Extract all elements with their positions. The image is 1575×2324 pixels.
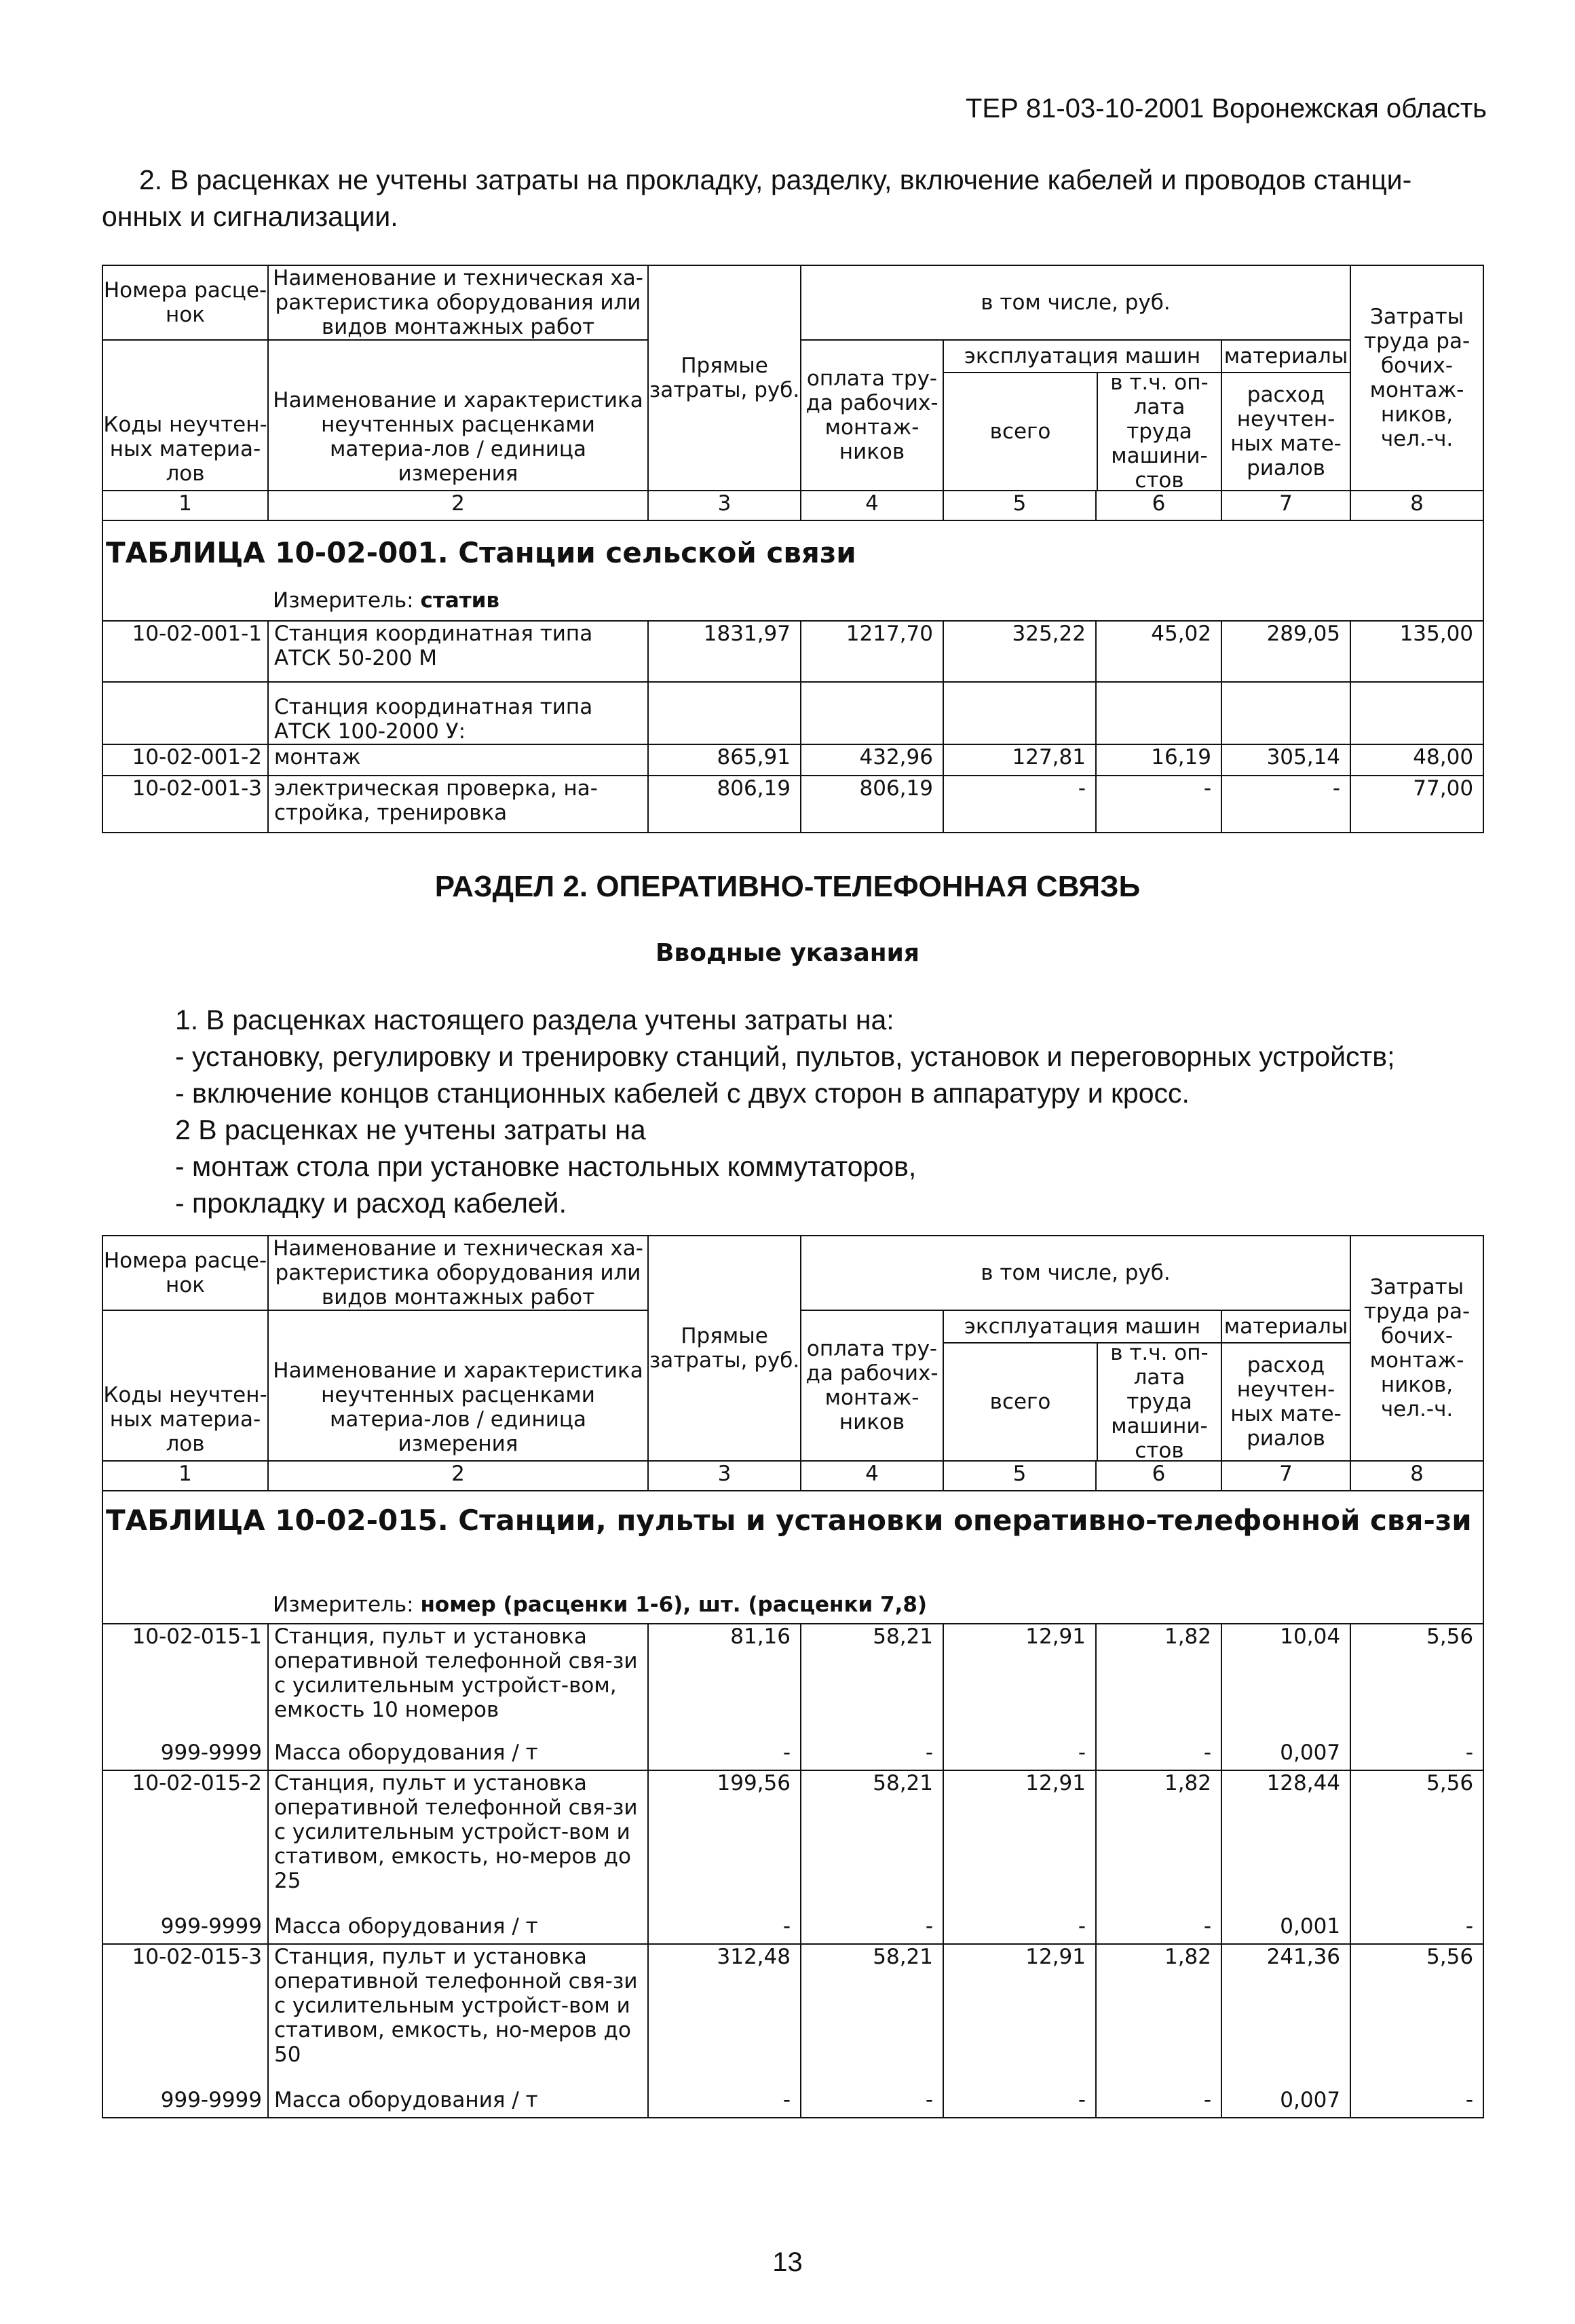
labor-hours: - <box>1350 2088 1483 2118</box>
machinists-pay: - <box>1096 776 1221 833</box>
col6-header: в т.ч. оп-лата труда машини-стов <box>1110 370 1209 493</box>
rate-code: 10-02-001-1 <box>102 621 268 682</box>
materials-header <box>1221 1310 1350 1461</box>
instr-line-4: 2 В расценках не учтены затраты на <box>175 1114 646 1145</box>
materials-cost: 289,05 <box>1221 621 1350 682</box>
colnum-2: 2 <box>268 491 648 520</box>
materials-header <box>1221 340 1350 491</box>
rate-name: Станция координатная типа АТСК 100-2000 У: <box>268 682 648 744</box>
machines-label: эксплуатация машин <box>944 341 1221 373</box>
colnum-3: 3 <box>648 1461 801 1491</box>
col2-header: Наименование и техническая ха-рактеристика оборудования или видов монтажных работ <box>268 265 648 340</box>
col5-header: всего <box>944 373 1098 490</box>
direct-costs: - <box>648 2088 801 2118</box>
document-header: ТЕР 81-03-10-2001 Воронежская область <box>965 94 1487 123</box>
col8-header: Затраты труда ра-бочих-монтаж-ников, чел.-ч. <box>1350 1236 1483 1461</box>
labor-pay: 58,21 <box>801 1770 943 1914</box>
colnum-5: 5 <box>943 1461 1096 1491</box>
rate-code: 10-02-015-2 <box>102 1770 268 1914</box>
machines-total: - <box>943 1740 1096 1770</box>
labor-hours: 77,00 <box>1350 776 1483 833</box>
material-name: Масса оборудования / т <box>268 1914 648 1944</box>
labor-pay: 1217,70 <box>801 621 943 682</box>
incl-header: в том числе, руб. <box>801 265 1350 340</box>
col1b-header: Коды неучтен-ных материа-лов <box>102 340 268 491</box>
machinists-pay: 1,82 <box>1096 1770 1221 1914</box>
machinists-pay: - <box>1096 1914 1221 1944</box>
col2b-header: Наименование и характеристика неучтенных расценками материа-лов / единица измерения <box>268 1310 648 1461</box>
table-row <box>102 776 1483 833</box>
col7-header: расход неучтен-ных мате-риалов <box>1230 1353 1342 1451</box>
labor-pay: 806,19 <box>801 776 943 833</box>
machinists-pay: 1,82 <box>1096 1944 1221 2088</box>
measure-unit: Измеритель: статив <box>102 588 1483 621</box>
machines-total: 12,91 <box>943 1624 1096 1740</box>
materials-cost: 0,007 <box>1221 2088 1350 2118</box>
instr-line-2: - установку, регулировку и тренировку станций, пультов, установок и переговорных устройств; <box>175 1041 1395 1072</box>
col2-header: Наименование и техническая ха-рактеристика оборудования или видов монтажных работ <box>268 1236 648 1310</box>
instr-line-5: - монтаж стола при установке настольных коммутаторов, <box>175 1151 917 1182</box>
colnum-8: 8 <box>1350 491 1483 520</box>
labor-pay: - <box>801 2088 943 2118</box>
machines-total: 127,81 <box>943 744 1096 776</box>
machines-total: 12,91 <box>943 1770 1096 1914</box>
table-row <box>102 2088 1483 2118</box>
machines-total: 325,22 <box>943 621 1096 682</box>
rate-name: Станция, пульт и установка оперативной телефонной свя-зи с усилительным устройст-вом и стативом, емкость, но-меров до 25 <box>268 1770 648 1914</box>
col2b-header: Наименование и характеристика неучтенных расценками материа-лов / единица измерения <box>268 340 648 491</box>
labor-hours: 135,00 <box>1350 621 1483 682</box>
material-code: 999-9999 <box>102 1914 268 1944</box>
measure-unit: Измеритель: номер (расценки 1-6), шт. (расценки 7,8) <box>102 1593 1483 1624</box>
rate-code: 10-02-001-3 <box>102 776 268 833</box>
machines-total: 12,91 <box>943 1944 1096 2088</box>
machinists-pay: 45,02 <box>1096 621 1221 682</box>
rates-table-10-02-015 <box>102 1235 1484 2118</box>
labor-hours: - <box>1350 1914 1483 1944</box>
colnum-1: 1 <box>102 491 268 520</box>
machinists-pay: 1,82 <box>1096 1624 1221 1740</box>
machines-total: - <box>943 2088 1096 2118</box>
rate-name: Станция, пульт и установка оперативной телефонной свя-зи с усилительным устройст-вом и стативом, емкость, но-меров до 50 <box>268 1944 648 2088</box>
instr-line-3: - включение концов станционных кабелей с двух сторон в аппаратуру и кросс. <box>175 1078 1190 1109</box>
col8-header: Затраты труда ра-бочих-монтаж-ников, чел.-ч. <box>1350 265 1483 491</box>
machines-header <box>943 1310 1221 1461</box>
material-name: Масса оборудования / т <box>268 2088 648 2118</box>
labor-pay: 58,21 <box>801 1944 943 2088</box>
table-row <box>102 621 1483 682</box>
colnum-6: 6 <box>1096 491 1221 520</box>
materials-label: материалы <box>1222 341 1350 373</box>
table-row <box>102 1944 1483 2088</box>
materials-cost: 0,001 <box>1221 1914 1350 1944</box>
labor-hours: 5,56 <box>1350 1624 1483 1740</box>
col5-header: всего <box>944 1344 1098 1460</box>
col6-header: в т.ч. оп-лата труда машини-стов <box>1110 1341 1209 1463</box>
col3-header: Прямые затраты, руб. <box>648 1236 801 1461</box>
table-row <box>102 1770 1483 1914</box>
col1b-header: Коды неучтен-ных материа-лов <box>102 1310 268 1461</box>
labor-hours: 5,56 <box>1350 1770 1483 1914</box>
col4-header: оплата тру-да рабочих-монтаж-ников <box>801 340 943 491</box>
table-row <box>102 1624 1483 1740</box>
material-code: 999-9999 <box>102 1740 268 1770</box>
table-row <box>102 1914 1483 1944</box>
labor-pay: - <box>801 1914 943 1944</box>
table-title-cell <box>102 1491 1483 1593</box>
labor-pay: 432,96 <box>801 744 943 776</box>
rates-table-10-02-001 <box>102 265 1484 833</box>
colnum-8: 8 <box>1350 1461 1483 1491</box>
section-subtitle: Вводные указания <box>655 939 920 967</box>
direct-costs: 806,19 <box>648 776 801 833</box>
labor-pay: - <box>801 1740 943 1770</box>
rate-code: 10-02-015-3 <box>102 1944 268 2088</box>
colnum-2: 2 <box>268 1461 648 1491</box>
rate-code: 10-02-001-2 <box>102 744 268 776</box>
material-name: Масса оборудования / т <box>268 1740 648 1770</box>
materials-cost: - <box>1221 776 1350 833</box>
machinists-pay: - <box>1096 1740 1221 1770</box>
intro-line-2: онных и сигнализации. <box>102 201 398 232</box>
colnum-1: 1 <box>102 1461 268 1491</box>
colnum-4: 4 <box>801 1461 943 1491</box>
incl-header: в том числе, руб. <box>801 1236 1350 1310</box>
machines-total: - <box>943 1914 1096 1944</box>
instr-line-1: 1. В расценках настоящего раздела учтены затраты на: <box>175 1004 894 1035</box>
col4-header: оплата тру-да рабочих-монтаж-ников <box>801 1310 943 1461</box>
direct-costs: 1831,97 <box>648 621 801 682</box>
intro-line-1: 2. В расценках не учтены затраты на прокладку, разделку, включение кабелей и проводов станци- <box>139 164 1412 195</box>
colnum-7: 7 <box>1221 491 1350 520</box>
rate-name: Станция координатная типа АТСК 50-200 М <box>268 621 648 682</box>
materials-cost: 305,14 <box>1221 744 1350 776</box>
labor-hours: - <box>1350 1740 1483 1770</box>
colnum-6: 6 <box>1096 1461 1221 1491</box>
direct-costs: 865,91 <box>648 744 801 776</box>
col1-header: Номера расце-нок <box>102 265 268 340</box>
machines-total: - <box>943 776 1096 833</box>
colnum-3: 3 <box>648 491 801 520</box>
direct-costs: 199,56 <box>648 1770 801 1914</box>
table-title-cell <box>102 520 1483 588</box>
colnum-7: 7 <box>1221 1461 1350 1491</box>
direct-costs: 81,16 <box>648 1624 801 1740</box>
direct-costs: 312,48 <box>648 1944 801 2088</box>
col3-header: Прямые затраты, руб. <box>648 265 801 491</box>
labor-hours: 5,56 <box>1350 1944 1483 2088</box>
direct-costs: - <box>648 1740 801 1770</box>
machines-header <box>943 340 1221 491</box>
materials-cost: 10,04 <box>1221 1624 1350 1740</box>
table-title: ТАБЛИЦА 10-02-001. Станции сельской связи <box>106 536 856 569</box>
rate-code: 10-02-015-1 <box>102 1624 268 1740</box>
direct-costs: - <box>648 1914 801 1944</box>
materials-cost: 0,007 <box>1221 1740 1350 1770</box>
empty-code <box>102 682 268 744</box>
labor-pay: 58,21 <box>801 1624 943 1740</box>
machines-label: эксплуатация машин <box>944 1311 1221 1344</box>
table-row <box>102 744 1483 776</box>
rate-name: электрическая проверка, на-стройка, тренировка <box>268 776 648 833</box>
machinists-pay: - <box>1096 2088 1221 2118</box>
table-row <box>102 682 1483 744</box>
colnum-4: 4 <box>801 491 943 520</box>
colnum-5: 5 <box>943 491 1096 520</box>
rate-name: монтаж <box>268 744 648 776</box>
materials-label: материалы <box>1222 1311 1350 1344</box>
col1-header: Номера расце-нок <box>102 1236 268 1310</box>
col7-header: расход неучтен-ных мате-риалов <box>1230 383 1342 480</box>
labor-hours: 48,00 <box>1350 744 1483 776</box>
instr-line-6: - прокладку и расход кабелей. <box>175 1187 567 1219</box>
machinists-pay: 16,19 <box>1096 744 1221 776</box>
table-title: ТАБЛИЦА 10-02-015. Станции, пульты и установки оперативно-телефонной свя-зи <box>106 1504 1472 1537</box>
materials-cost: 241,36 <box>1221 1944 1350 2088</box>
rate-name: Станция, пульт и установка оперативной телефонной свя-зи с усилительным устройст-вом, емкость 10 номеров <box>268 1624 648 1740</box>
materials-cost: 128,44 <box>1221 1770 1350 1914</box>
table-row <box>102 1740 1483 1770</box>
section-title: РАЗДЕЛ 2. ОПЕРАТИВНО-ТЕЛЕФОННАЯ СВЯЗЬ <box>434 870 1141 903</box>
material-code: 999-9999 <box>102 2088 268 2118</box>
page-number: 13 <box>772 2247 803 2277</box>
